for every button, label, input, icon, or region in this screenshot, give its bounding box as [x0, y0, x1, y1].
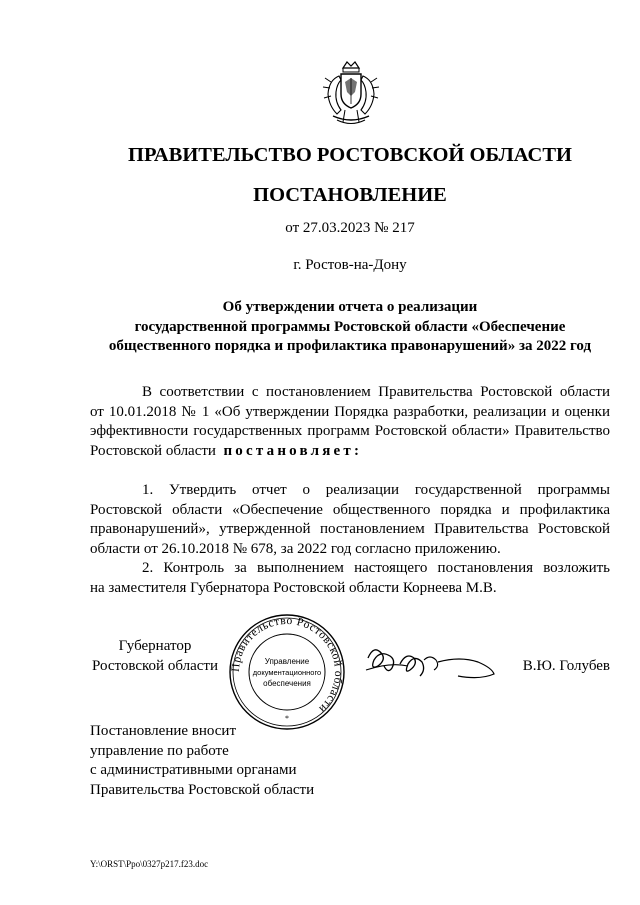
paragraph-line: В соответствии с постановлением Правительства Ростовской области	[142, 384, 610, 400]
paragraph-line	[90, 442, 610, 462]
paragraph-line: от 10.01.2018 № 1 «Об утверждении Порядка разработки, реализации и оценки	[90, 403, 610, 420]
subject-line: государственной программы Ростовской области «Обеспечение	[134, 318, 566, 335]
governor-name: В.Ю. Голубев	[522, 658, 610, 674]
note-line: Постановление вносит	[90, 723, 237, 739]
decree-subject	[90, 298, 610, 357]
government-title: ПРАВИТЕЛЬСТВО РОСТОВСКОЙ ОБЛАСТИ	[128, 144, 572, 166]
decree-item-2	[90, 559, 610, 598]
document-date-number: от 27.03.2023 № 217	[285, 220, 415, 236]
document-type: ПОСТАНОВЛЕНИЕ	[253, 184, 447, 206]
preamble-paragraph	[90, 383, 610, 461]
svg-text:Правительство Ростовской облас: Правительство Ростовской области	[229, 614, 345, 716]
handwritten-signature-icon	[360, 640, 500, 684]
decree-word: постановляет:	[223, 442, 363, 459]
svg-text:Управление: Управление	[264, 657, 310, 666]
paragraph-line: 1. Утвердить отчет о реализации государственной программы	[142, 482, 610, 498]
file-path-footer: Y:\ORST\Ppo\0327p217.f23.doc	[90, 859, 209, 869]
position-line: Ростовской области	[92, 657, 218, 674]
preamble-last-line: Ростовской области	[90, 442, 216, 459]
subject-line: Об утверждении отчета о реализации	[222, 299, 478, 315]
paragraph-line: правонарушений», утвержденной постановлением Правительства Ростовской	[90, 521, 610, 537]
paragraph-line: области от 26.10.2018 № 678, за 2022 год согласно приложению.	[90, 540, 501, 557]
note-line: управление по работе	[90, 742, 229, 759]
svg-text:обеспечения: обеспечения	[263, 679, 311, 688]
decree-item-1	[90, 481, 610, 559]
note-line: Правительства Ростовской области	[90, 781, 315, 798]
governor-position	[90, 637, 220, 676]
submitted-by-note	[90, 722, 314, 800]
coat-of-arms-icon	[319, 60, 383, 130]
note-line: с административными органами	[90, 762, 297, 778]
subject-line: общественного порядка и профилактика правонарушений» за 2022 год	[108, 338, 592, 354]
document-city: г. Ростов-на-Дону	[293, 257, 407, 273]
official-stamp-icon	[226, 613, 348, 731]
svg-text:*: *	[285, 714, 289, 723]
svg-text:документационного: документационного	[252, 668, 322, 677]
paragraph-line: на заместителя Губернатора Ростовской области Корнеева М.В.	[90, 579, 497, 596]
paragraph-line: 2. Контроль за выполнением настоящего постановления возложить	[142, 560, 610, 576]
position-line: Губернатор	[118, 638, 192, 654]
paragraph-line: Ростовской области «Обеспечение общественного порядка и профилактика	[90, 501, 610, 518]
paragraph-line: эффективности государственных программ Ростовской области» Правительство	[90, 423, 610, 439]
